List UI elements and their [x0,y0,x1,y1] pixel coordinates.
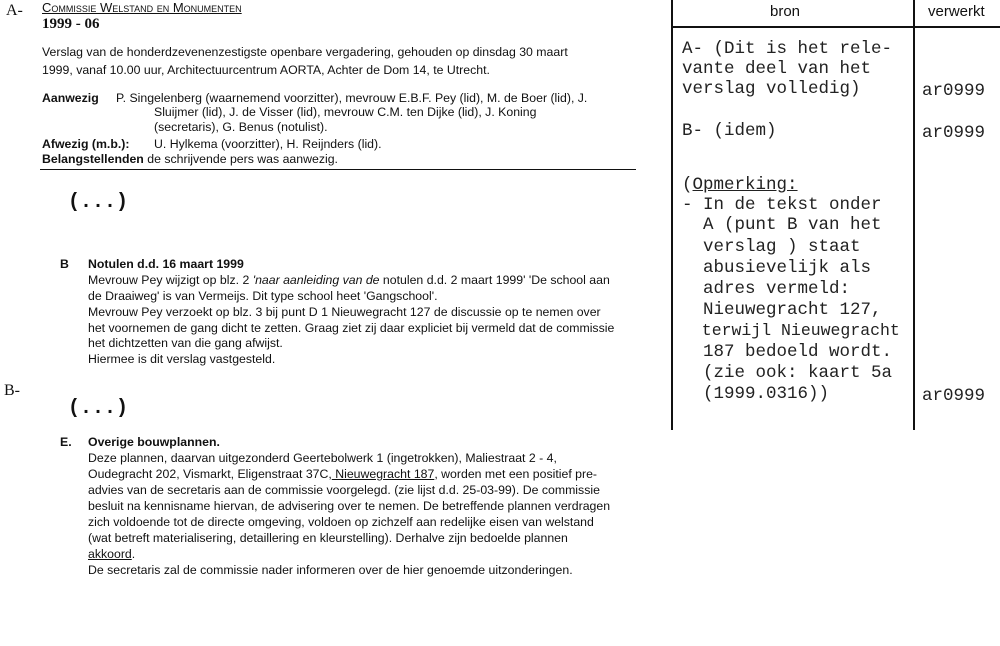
section-e-line-2-pre: Oudegracht 202, Vismarkt, Eligenstraat 37C, [88,467,332,481]
row-a-line-1: A- (Dit is het rele- [682,39,893,59]
org-title: Commissie Welstand en Monumenten [42,0,242,15]
header-rule [40,169,636,170]
absent-text: U. Hylkema (voorzitter), H. Reijnders (lid). [154,137,382,151]
table-left-border [671,0,673,430]
note-line-5: adres vermeld: [682,279,851,299]
ellipsis-1: (...) [68,191,129,214]
section-b-line-6: Hiermee is dit verslag vastgesteld. [88,352,276,366]
section-e-line-2 [88,466,597,483]
interested-line [42,151,338,168]
section-b-line-5: het dichtzetten van die gang afwijst. [88,336,283,350]
absent-label: Afwezig (m.b.): [42,137,130,151]
section-b-letter: B [60,257,69,271]
section-e-line-1: Deze plannen, daarvan uitgezonderd Geertebolwerk 1 (ingetrokken), Maliestraat 2 - 4, [88,451,557,465]
section-e-line-5: zich voldoende tot de directe omgeving, voldoen op zichzelf aan redelijke eisen van welstand [88,515,594,529]
section-e-line-6: (wat betreft materialisering, detaillering en kleurstelling). Derhalve zijn bedoelde plannen [88,531,568,545]
note-line-1: - In de tekst onder [682,195,882,215]
note-line-6: Nieuwegracht 127, [682,300,882,320]
intro-line-1: Verslag van de honderdzevenenzestigste openbare vergadering, gehouden op dinsdag 30 maart [42,45,568,59]
section-b-line-4: het voornemen de gang dicht te zetten. Graag ziet zij daar expliciet bij vermeld dat de commissie [88,321,615,335]
margin-marker-a: A- [6,2,23,19]
section-e-line-7 [88,546,135,563]
present-line-2: Sluijmer (lid), J. de Visser (lid), mevrouw C.M. ten Dijke (lid), J. Koning [154,105,537,119]
section-e-akkoord: akkoord [88,547,132,561]
note-code: ar0999 [922,386,986,406]
note-line-3: verslag ) staat [682,237,861,257]
section-e-line-2-post: , worden met een positief pre- [434,467,598,481]
intro-line-2: 1999, vanaf 10.00 uur, Architectuurcentrum AORTA, Achter de Dom 14, te Utrecht. [42,63,490,77]
note-line-4: abusievelijk als [682,258,872,278]
section-b-title: Notulen d.d. 16 maart 1999 [88,257,244,271]
section-e-line-3: advies van de secretaris aan de commissie voorgelegd. (zie lijst d.d. 25-03-99). De commissie [88,483,600,497]
section-e-letter: E. [60,435,72,449]
section-e-title: Overige bouwplannen. [88,435,220,449]
section-b-line-3: Mevrouw Pey verzoekt op blz. 3 bij punt D 1 Nieuwegracht 127 de discussie op te nemen over [88,305,601,319]
section-b-line-1-pre: Mevrouw Pey wijzigt op blz. 2 [88,273,253,287]
row-a-line-3: verslag volledig) [682,79,861,99]
table-middle-border [913,0,915,430]
present-label: Aanwezig [42,91,99,105]
present-line-1: P. Singelenberg (waarnemend voorzitter), mevrouw E.B.F. Pey (lid), M. de Boer (lid), J. [116,91,588,105]
col-header-verwerkt: verwerkt [928,3,985,20]
section-b-line-1-em: 'naar aanleiding van de [252,273,380,287]
margin-marker-b: B- [4,382,20,399]
note-title: (Opmerking: [682,175,798,195]
section-b-line-1 [88,272,610,289]
note-title-text: Opmerking: [692,175,798,195]
row-b-code: ar0999 [922,123,986,143]
section-e-address-underlined: Nieuwegracht 187 [331,467,435,481]
section-e-line-7-post: . [131,547,136,561]
interested-text: de schrijvende pers was aanwezig. [143,152,338,166]
note-line-8: 187 bedoeld wordt. [682,342,893,362]
ellipsis-2: (...) [68,397,129,420]
note-line-7: terwijl Nieuwegracht [682,321,900,340]
table-header-rule [671,26,1000,28]
row-b-text: B- (idem) [682,121,777,141]
section-e-line-8: De secretaris zal de commissie nader informeren over de hier genoemde uitzonderingen. [88,563,573,577]
note-line-10: (1999.0316)) [682,384,830,404]
col-header-bron: bron [770,3,801,20]
interested-label: Belangstellenden [42,152,144,166]
section-b-line-2: de Draaiweg' is van Vermeijs. Dit type school heet 'Gangschool'. [88,289,438,303]
present-line-3: (secretaris), G. Benus (notulist). [154,120,328,134]
row-a-line-2: vante deel van het [682,59,872,79]
section-b-line-1-post: notulen d.d. 2 maart 1999' 'De school aan [379,273,610,287]
note-line-2: A (punt B van het [682,215,882,235]
section-e-line-4: besluit na kennisname hiervan, de advisering over te nemen. De betreffende plannen verdragen [88,499,611,513]
note-line-9: (zie ook: kaart 5a [682,363,893,383]
meeting-number: 1999 - 06 [42,16,100,32]
row-a-code: ar0999 [922,81,986,101]
